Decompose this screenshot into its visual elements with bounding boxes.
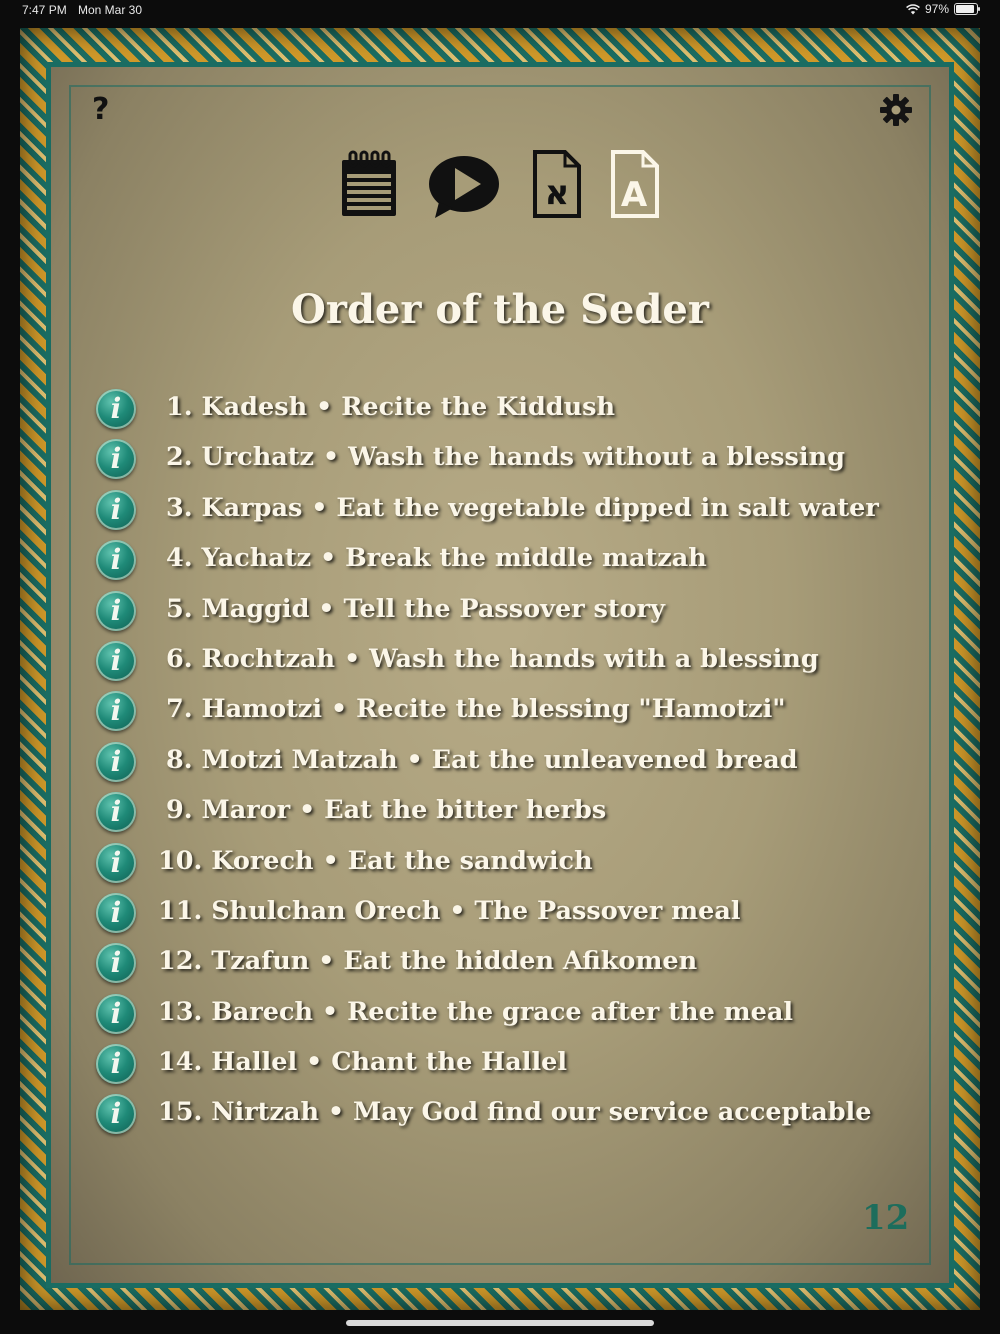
info-icon[interactable]: i [96,641,136,681]
gear-icon[interactable] [879,93,913,127]
list-item [96,790,916,840]
step-label[interactable]: 11. Shulchan Orech • The Passover meal [158,895,741,926]
list-item [96,437,916,487]
list-item [96,1042,916,1092]
list-item [96,689,916,739]
info-icon[interactable]: i [96,490,136,530]
list-item [96,387,916,437]
list-item [96,841,916,891]
english-text-icon[interactable] [609,150,661,218]
info-icon[interactable]: i [96,1044,136,1084]
list-item [96,589,916,639]
status-bar [0,0,1000,22]
page-number: 12 [862,1198,910,1238]
status-right [906,2,978,16]
list-item [96,639,916,689]
list-item [96,941,916,991]
list-item [96,992,916,1042]
info-icon[interactable]: i [96,893,136,933]
list-item [96,891,916,941]
info-icon[interactable]: i [96,691,136,731]
step-label[interactable]: 6. Rochtzah • Wash the hands with a blessing [166,643,819,674]
toolbar [335,150,665,230]
list-item [96,538,916,588]
step-label[interactable]: 1. Kadesh • Recite the Kiddush [166,392,616,422]
info-icon[interactable]: i [96,591,136,631]
info-icon[interactable]: i [96,742,136,782]
step-label[interactable]: 2. Urchatz • Wash the hands without a blessing [166,442,845,473]
list-item [96,740,916,790]
step-label[interactable]: 4. Yachatz • Break the middle matzah [166,543,707,574]
battery-icon [954,3,978,15]
wifi-icon [906,4,920,15]
info-icon[interactable]: i [96,1094,136,1134]
info-icon[interactable]: i [96,943,136,983]
step-label[interactable]: 8. Motzi Matzah • Eat the unleavened bread [166,744,798,775]
page-title: Order of the Seder [291,286,709,333]
svg-text:א: א [544,173,570,213]
play-speech-icon[interactable] [427,154,501,220]
info-icon[interactable]: i [96,994,136,1034]
hebrew-text-icon[interactable] [531,150,583,218]
battery-percent: 97% [924,2,949,16]
seder-steps-list [96,387,916,1143]
step-label[interactable]: 3. Karpas • Eat the vegetable dipped in salt water [166,492,879,523]
info-icon[interactable]: i [96,540,136,580]
step-label[interactable]: 12. Tzafun • Eat the hidden Afikomen [158,946,698,977]
list-item [96,1092,916,1142]
info-icon[interactable]: i [96,439,136,479]
info-icon[interactable]: i [96,792,136,832]
status-time: 7:47 PM [22,3,67,17]
step-label[interactable]: 5. Maggid • Tell the Passover story [166,593,665,624]
info-icon[interactable]: i [96,389,136,429]
home-indicator[interactable] [346,1320,654,1326]
step-label[interactable]: 15. Nirtzah • May God find our service acceptable [158,1097,872,1128]
step-label[interactable]: 14. Hallel • Chant the Hallel [158,1047,568,1078]
status-date: Mon Mar 30 [78,3,143,17]
step-label[interactable]: 13. Barech • Recite the grace after the meal [158,996,794,1027]
step-label[interactable]: 9. Maror • Eat the bitter herbs [166,795,607,826]
list-item [96,488,916,538]
calendar-icon[interactable] [339,150,399,218]
step-label[interactable]: 7. Hamotzi • Recite the blessing "Hamotzi" [166,694,786,725]
step-label[interactable]: 10. Korech • Eat the sandwich [158,845,593,876]
svg-text:A: A [620,175,648,215]
info-icon[interactable]: i [96,843,136,883]
help-button[interactable]: ? [92,92,110,127]
